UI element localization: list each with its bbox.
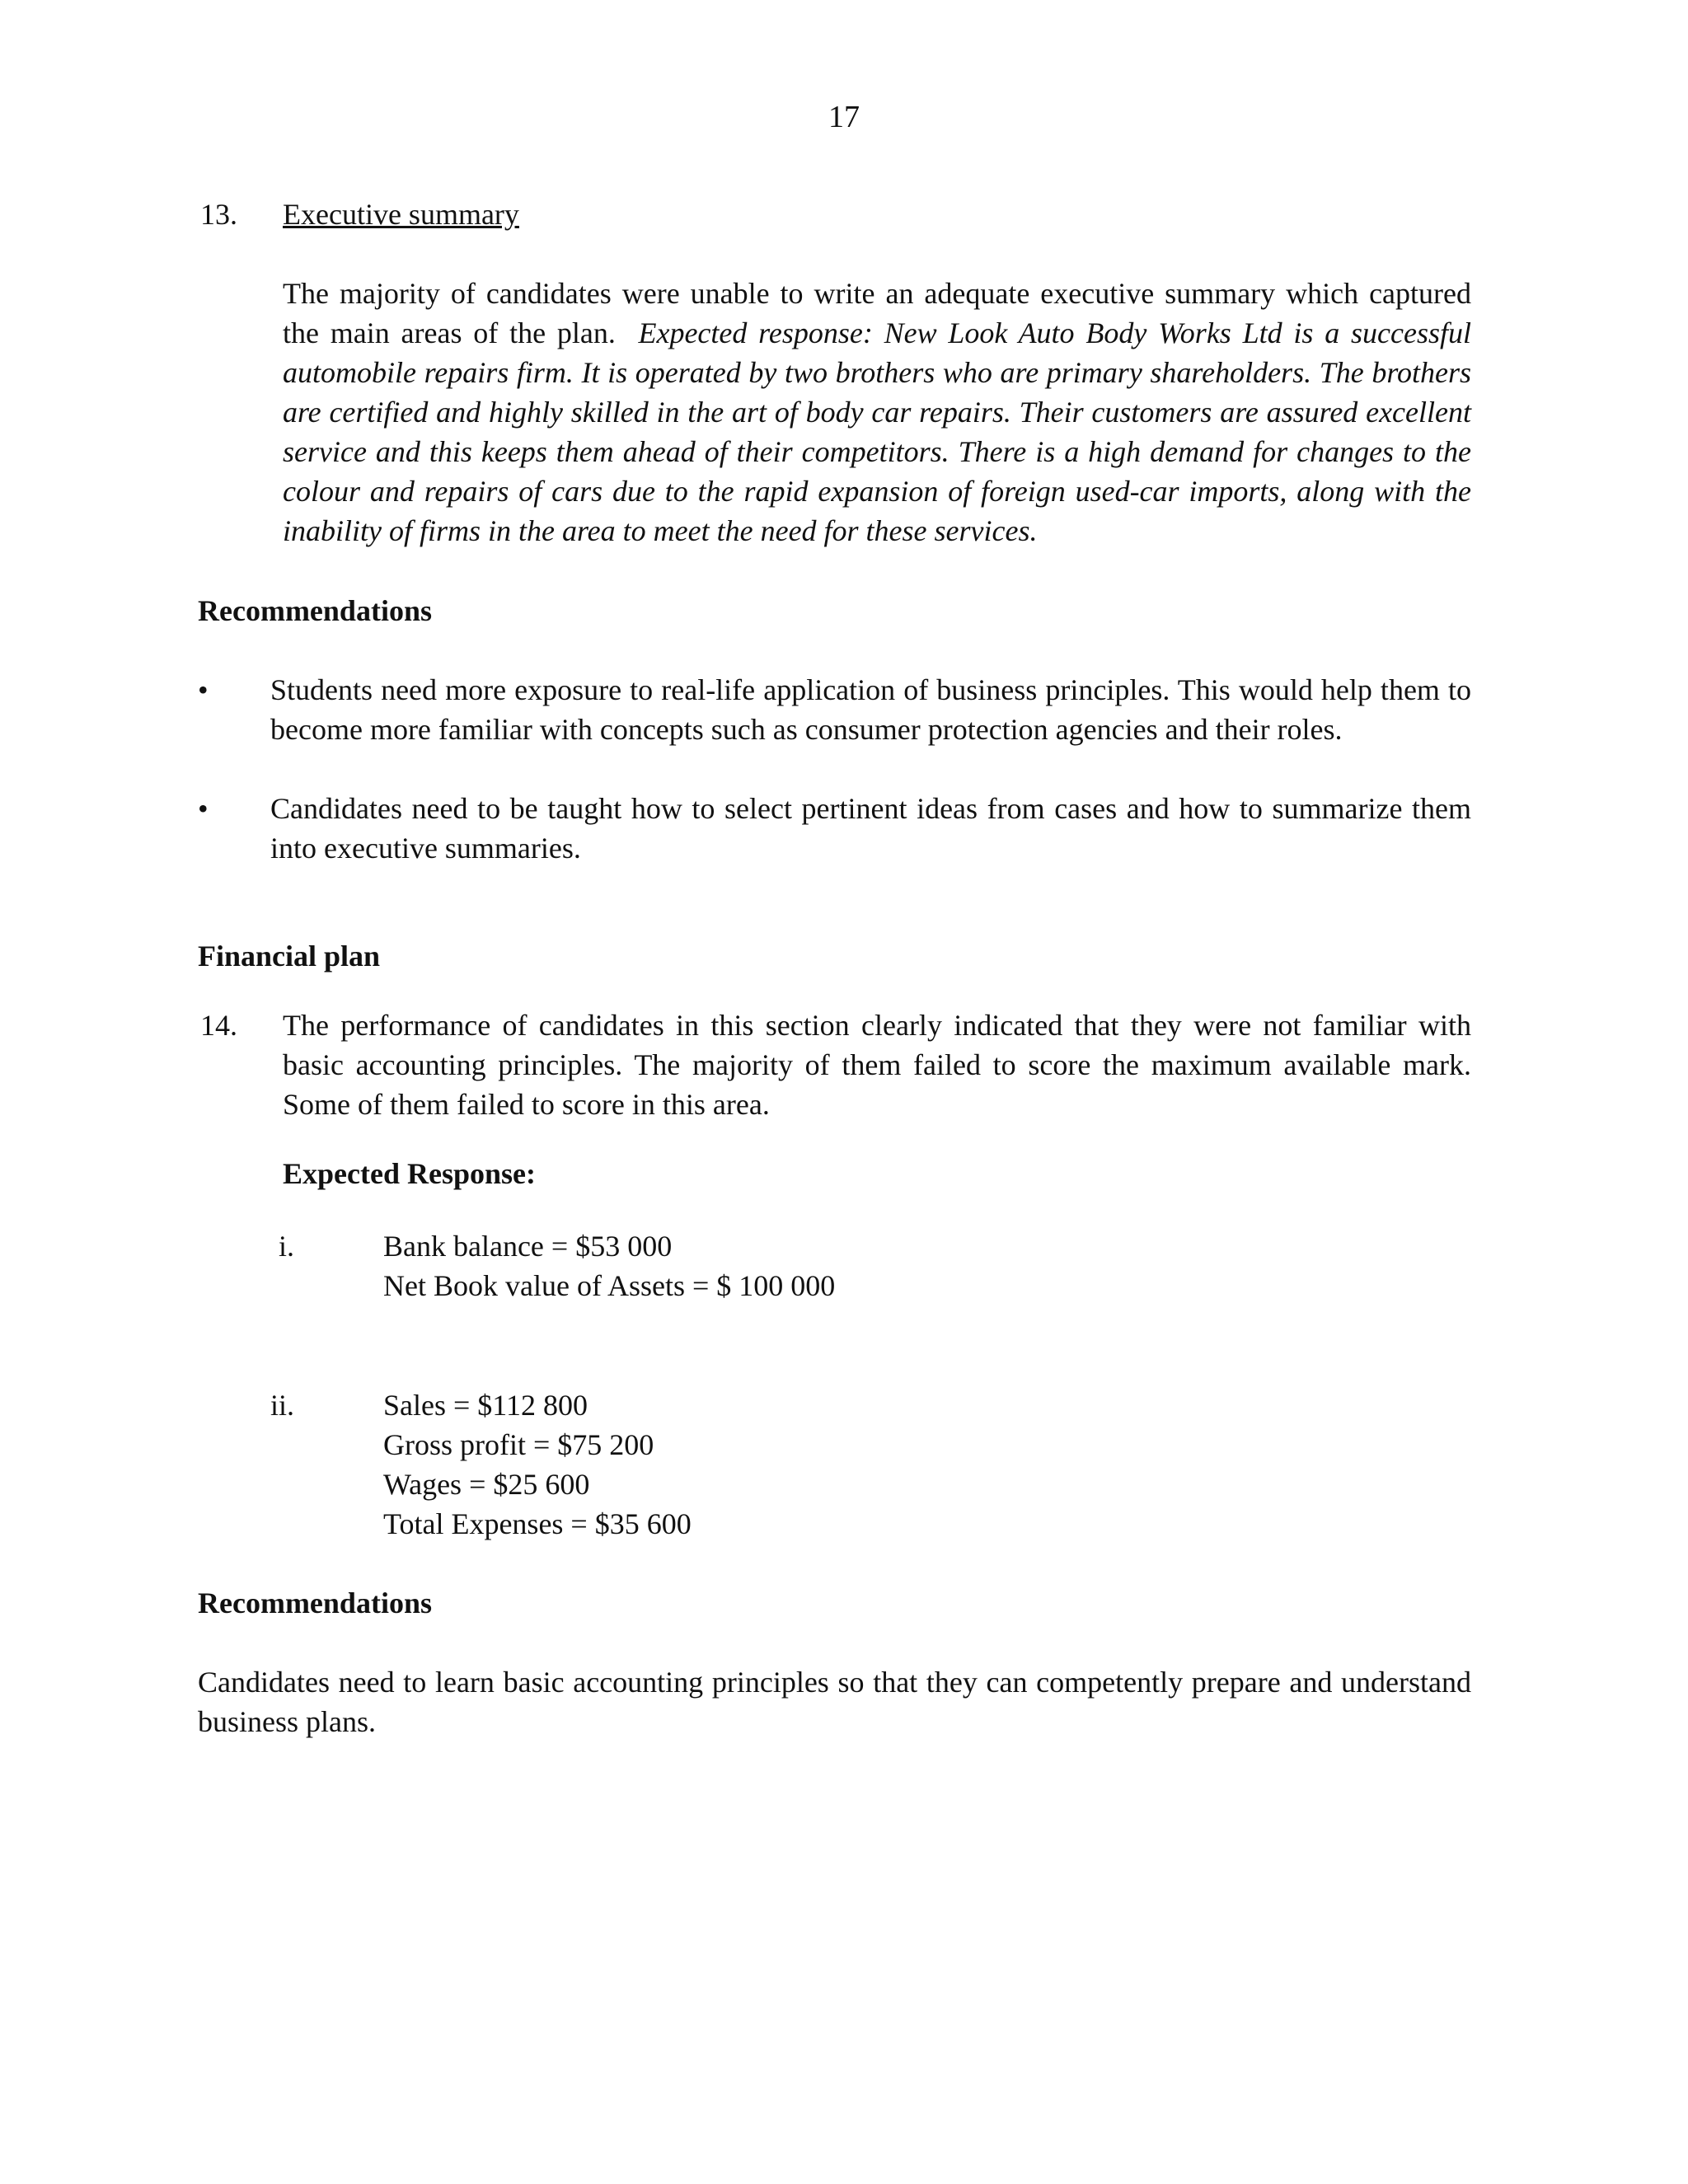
recommendation-item-1: Students need more exposure to real-life application of business principles. This would help them to become more familiar with concepts such as consumer protection agencies and their roles. [270, 673, 1471, 746]
part-i-label: i. [279, 1230, 295, 1263]
section-13-paragraph [283, 274, 1471, 551]
recommendations-heading-1: Recommendations [198, 594, 432, 627]
section-13-heading: Executive summary [283, 198, 519, 231]
bullet-symbol-2: • [198, 792, 209, 825]
page-number: 17 [828, 100, 860, 134]
part-i-line-2: Net Book value of Assets = $ 100 000 [383, 1269, 836, 1302]
recommendations-2-text: Candidates need to learn basic accounting principles so that they can competently prepare and understand business plans. [198, 1666, 1471, 1738]
section-13-expected-response: Expected response: New Look Auto Body Works Ltd is a successful automobile repairs firm. It is operated by two brothers who are primary shareholders. The brothers are certified and highly skilled in the art of body car repairs. Their customers are assured excellent service and this keeps them ahead of their competitors. There is a high demand for changes to the colour and repairs of cars due to the rapid expansion of foreign used-car imports, along with the inability of firms in the area to meet the need for these services. [283, 316, 1472, 547]
part-ii-line-4: Total Expenses = $35 600 [383, 1507, 692, 1540]
part-ii-line-2: Gross profit = $75 200 [383, 1428, 654, 1461]
financial-plan-heading: Financial plan [198, 940, 381, 972]
section-13-number: 13. [200, 198, 237, 231]
section-13-intro: The majority of candidates were unable to write an adequate executive summary which captured the main areas of the plan. [283, 277, 1471, 349]
section-14-number: 14. [200, 1009, 237, 1042]
bullet-symbol-1: • [198, 673, 209, 706]
part-ii-line-1: Sales = $112 800 [383, 1389, 588, 1422]
recommendation-item-2: Candidates need to be taught how to select pertinent ideas from cases and how to summarize them into executive summaries. [270, 792, 1471, 865]
expected-response-heading: Expected Response: [283, 1157, 536, 1190]
part-ii-line-3: Wages = $25 600 [383, 1468, 590, 1501]
part-i-line-1: Bank balance = $53 000 [383, 1230, 673, 1263]
recommendations-heading-2: Recommendations [198, 1586, 432, 1619]
section-14-paragraph: The performance of candidates in this section clearly indicated that they were not familiar with basic accounting principles. The majority of them failed to score the maximum available mark. Some of them failed to score in this area. [283, 1009, 1471, 1121]
part-ii-label: ii. [270, 1389, 295, 1422]
